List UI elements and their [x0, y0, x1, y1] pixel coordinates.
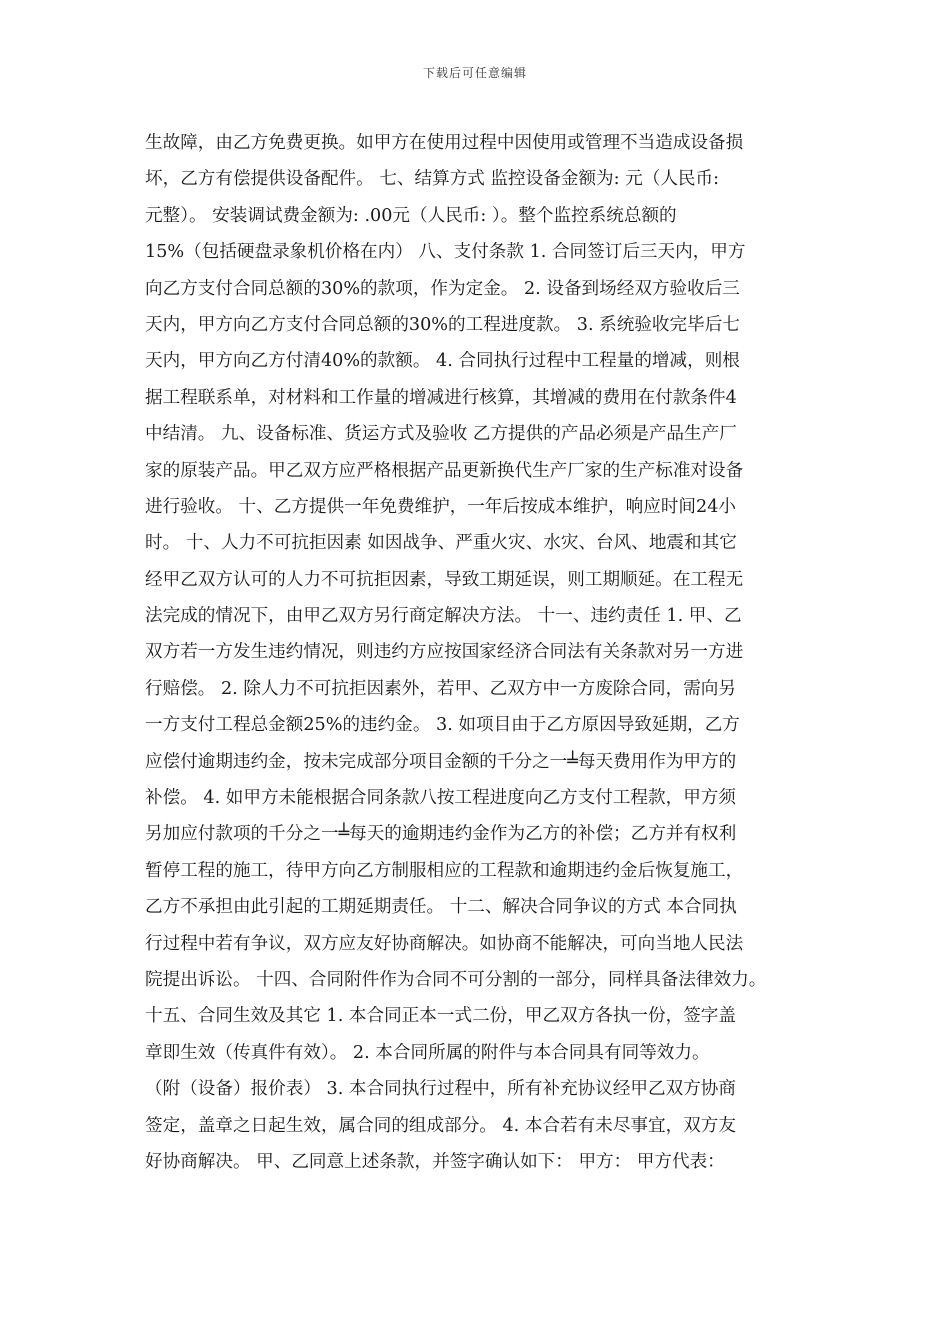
text-line: 章即生效（传真件有效）。 2. 本合同所属的附件与本合同具有同等效力。 — [145, 1042, 710, 1063]
page-header: 下载后可任意编辑 — [422, 66, 527, 80]
text-line: 另加应付款项的千分之一╧每天的逾期违约金作为乙方的补偿；乙方并有权利 — [145, 824, 737, 845]
text-line: 据工程联系单，对材料和工作量的增减进行核算，其增减的费用在付款条件4 — [145, 387, 737, 408]
text-line: 天内，甲方向乙方支付合同总额的30%的工程进度款。 3. 系统验收完毕后七 — [145, 314, 740, 335]
text-line: 经甲乙双方认可的人力不可抗拒因素，导致工期延误，则工期顺延。在工程无 — [145, 569, 744, 590]
text-line: 好协商解决。 甲、乙同意上述条款，并签字确认如下： 甲方： 甲方代表： — [145, 1151, 725, 1172]
text-line: 时。 十、人力不可抗拒因素 如因战争、严重火灾、水灾、台风、地震和其它 — [145, 533, 737, 554]
text-line: 行赔偿。 2. 除人力不可抗拒因素外，若甲、乙双方中一方废除合同，需向另 — [145, 678, 736, 699]
contract-body — [145, 125, 817, 1180]
text-line: 进行验收。 十、乙方提供一年免费维护，一年后按成本维护，响应时间24小 — [145, 496, 736, 517]
text-line: 院提出诉讼。 十四、合同附件作为合同不可分割的一部分，同样具备法律效力。 — [145, 969, 767, 990]
text-line: 应偿付逾期违约金，按未完成部分项目金额的千分之一╧每天费用作为甲方的 — [145, 751, 737, 772]
text-line: 法完成的情况下，由甲乙双方另行商定解决方法。 十一、违约责任 1. 甲、乙 — [145, 606, 742, 627]
text-line: 向乙方支付合同总额的30%的款项，作为定金。 2. 设备到场经双方验收后三 — [145, 278, 740, 299]
text-line: （附（设备）报价表） 3. 本合同执行过程中，所有补充协议经甲乙双方协商 — [145, 1079, 736, 1100]
text-line: 生故障，由乙方免费更换。如甲方在使用过程中因使用或管理不当造成设备损 — [145, 133, 744, 153]
text-line: 行过程中若有争议，双方应友好协商解决。如协商不能解决，可向当地人民法 — [145, 933, 744, 954]
text-line: 签定，盖章之日起生效，属合同的组成部分。 4. 本合若有未尽事宜，双方友 — [145, 1115, 736, 1136]
text-line: 一方支付工程总金额25%的违约金。 3. 如项目由于乙方原因导致延期，乙方 — [145, 715, 740, 736]
text-line: 坏，乙方有偿提供设备配件。 七、结算方式 监控设备金额为: 元（人民币: — [145, 169, 720, 190]
text-line: 暂停工程的施工，待甲方向乙方制服相应的工程款和逾期违约金后恢复施工， — [145, 860, 744, 881]
text-line: 家的原装产品。甲乙双方应严格根据产品更新换代生产厂家的生产标准对设备 — [145, 460, 744, 481]
text-line: 中结清。 九、设备标准、货运方式及验收 乙方提供的产品必须是产品生产厂 — [145, 424, 737, 445]
text-line: 双方若一方发生违约情况，则违约方应按国家经济合同法有关条款对另一方进 — [145, 642, 744, 663]
text-line: 15%（包括硬盘录象机价格在内） 八、支付条款 1. 合同签订后三天内，甲方 — [145, 242, 746, 263]
text-line: 元整）。 安装调试费金额为: .00元（人民币: ）。整个监控系统总额的 — [145, 205, 677, 226]
text-line: 十五、合同生效及其它 1. 本合同正本一式二份，甲乙双方各执一份，签字盖 — [145, 1006, 736, 1027]
text-line: 补偿。 4. 如甲方未能根据合同条款八按工程进度向乙方支付工程款，甲方须 — [145, 788, 736, 809]
text-line: 乙方不承担由此引起的工期延期责任。 十二、解决合同争议的方式 本合同执 — [145, 897, 737, 918]
text-line: 天内，甲方向乙方付清40%的款额。 4. 合同执行过程中工程量的增减，则根 — [145, 351, 740, 372]
